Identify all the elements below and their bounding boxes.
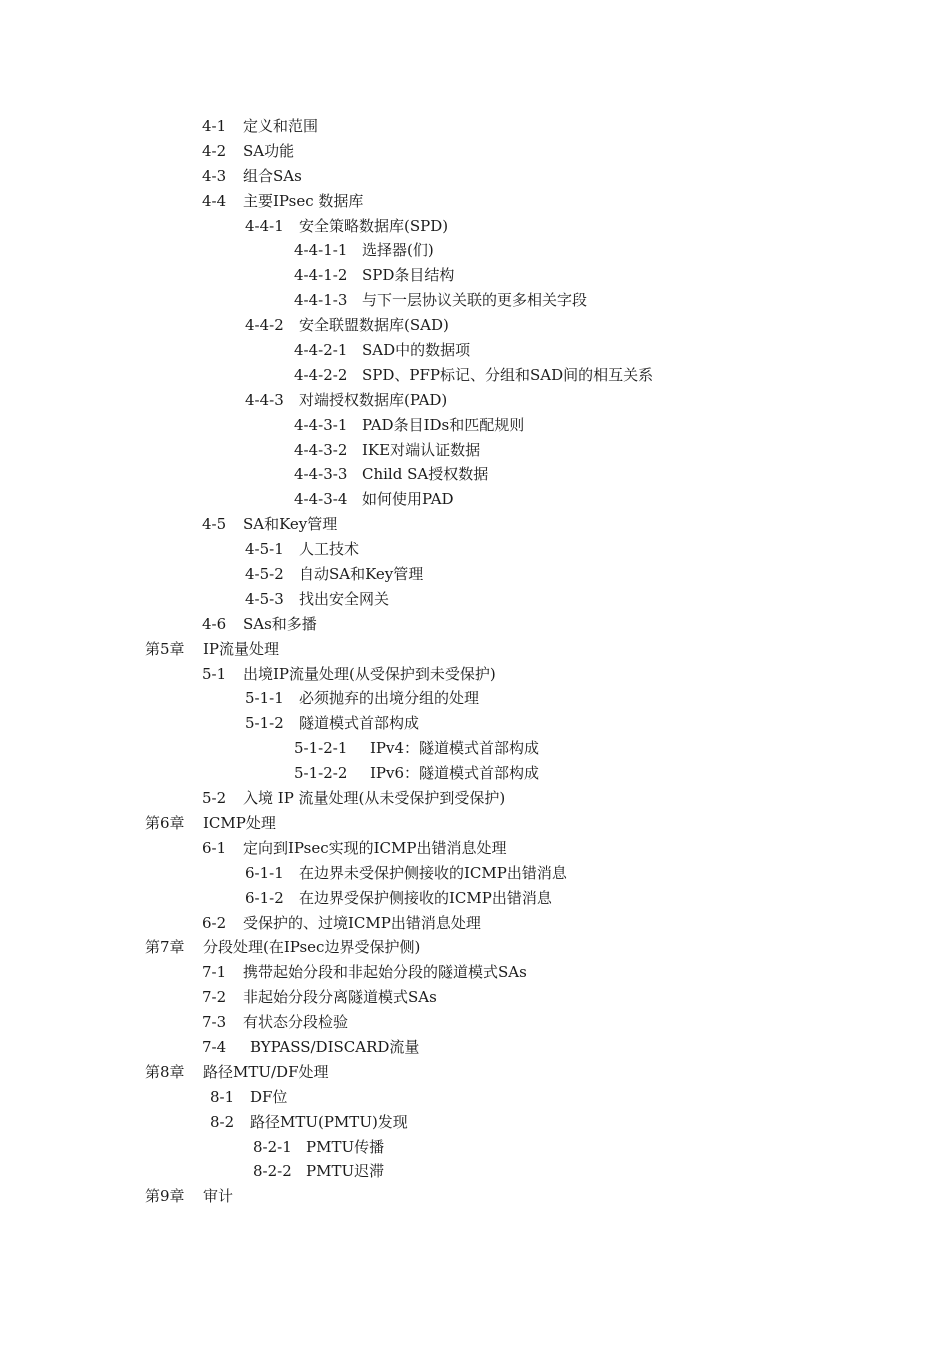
- toc-chapter-8: [0, 1060, 950, 1085]
- entry-title: 有状态分段检验: [243, 1013, 349, 1032]
- chapter-title: 分段处理(在IPsec边界受保护侧): [203, 938, 421, 957]
- toc-entry-8-2-1: [0, 1135, 950, 1160]
- toc-entry-6-1-1: [0, 861, 950, 886]
- toc-entry-6-1: [0, 836, 950, 861]
- entry-number: 4-4-2-1: [294, 341, 348, 360]
- entry-number: 8-1: [210, 1087, 235, 1106]
- entry-title: 人工技术: [299, 540, 360, 559]
- toc-entry-7-4: [0, 1035, 950, 1060]
- entry-number: 4-4-1: [245, 216, 284, 235]
- entry-number: 4-4-2-2: [294, 365, 348, 384]
- entry-number: 5-1-1: [245, 689, 284, 708]
- toc-entry-4-5: [0, 512, 950, 537]
- chapter-number: 第8章: [145, 1062, 185, 1081]
- entry-title: 非起始分段分离隧道模式SAs: [243, 988, 437, 1007]
- entry-number: 4-6: [202, 614, 227, 633]
- entry-number: 7-3: [202, 1013, 227, 1032]
- toc-entry-5-1-2-2: [0, 761, 950, 786]
- toc-entry-4-2: [0, 139, 950, 164]
- entry-number: 4-3: [202, 166, 227, 185]
- toc-entry-5-2: [0, 786, 950, 811]
- toc-entry-4-4-2-2: [0, 363, 950, 388]
- entry-title: 携带起始分段和非起始分段的隧道模式SAs: [243, 963, 527, 982]
- entry-title: SAs和多播: [243, 614, 317, 633]
- entry-number: 5-2: [202, 789, 227, 808]
- entry-title: 入境 IP 流量处理(从未受保护到受保护): [243, 789, 506, 808]
- toc-entry-4-4-1-3: [0, 288, 950, 313]
- entry-number: 8-2: [210, 1112, 235, 1131]
- entry-number: 6-1-2: [245, 888, 284, 907]
- entry-title: 在边界未受保护侧接收的ICMP出错消息: [299, 863, 567, 882]
- toc-entry-4-4-3-3: [0, 462, 950, 487]
- entry-title: 如何使用PAD: [362, 490, 454, 509]
- chapter-title: 路径MTU/DF处理: [203, 1062, 329, 1081]
- entry-title: 出境IP流量处理(从受保护到未受保护): [243, 664, 496, 683]
- toc-entry-4-4-3-1: [0, 413, 950, 438]
- chapter-number: 第5章: [145, 639, 185, 658]
- entry-number: 4-4-2: [245, 316, 284, 335]
- chapter-number: 第9章: [145, 1187, 185, 1206]
- toc-chapter-7: [0, 935, 950, 960]
- toc-entry-4-4-2-1: [0, 338, 950, 363]
- entry-title: 安全联盟数据库(SAD): [299, 316, 449, 335]
- toc-entry-4-4-2: [0, 313, 950, 338]
- entry-number: 4-4-3-3: [294, 465, 348, 484]
- entry-title: PAD条目IDs和匹配规则: [362, 415, 525, 434]
- entry-number: 5-1: [202, 664, 227, 683]
- chapter-number: 第7章: [145, 938, 185, 957]
- toc-entry-7-1: [0, 960, 950, 985]
- entry-number: 4-4-1-2: [294, 266, 348, 285]
- entry-title: SPD、PFP标记、分组和SAD间的相互关系: [362, 365, 654, 384]
- toc-chapter-6: [0, 811, 950, 836]
- entry-title: 主要IPsec 数据库: [243, 191, 364, 210]
- entry-number: 4-1: [202, 117, 227, 135]
- entry-title: BYPASS/DISCARD流量: [250, 1037, 420, 1056]
- toc-entry-6-1-2: [0, 886, 950, 911]
- table-of-contents: [0, 114, 950, 1209]
- entry-title: 定向到IPsec实现的ICMP出错消息处理: [243, 838, 507, 857]
- entry-title: 找出安全网关: [299, 589, 390, 608]
- entry-title: IPv4：隧道模式首部构成: [370, 739, 540, 758]
- toc-chapter-5: [0, 637, 950, 662]
- toc-entry-5-1-2: [0, 711, 950, 736]
- entry-title: IKE对端认证数据: [362, 440, 481, 459]
- toc-entry-4-5-3: [0, 587, 950, 612]
- entry-number: 5-1-2-2: [294, 764, 348, 783]
- toc-entry-4-4-1-1: [0, 238, 950, 263]
- entry-number: 7-2: [202, 988, 227, 1007]
- toc-entry-8-2: [0, 1110, 950, 1135]
- entry-title: 路径MTU(PMTU)发现: [250, 1112, 408, 1131]
- toc-entry-6-2: [0, 911, 950, 936]
- toc-entry-4-4-3-4: [0, 487, 950, 512]
- entry-title: 必须抛弃的出境分组的处理: [299, 689, 480, 708]
- entry-number: 5-1-2-1: [294, 739, 348, 758]
- entry-number: 4-4-3: [245, 390, 284, 409]
- chapter-number: 第6章: [145, 813, 185, 832]
- entry-title: 在边界受保护侧接收的ICMP出错消息: [299, 888, 552, 907]
- entry-number: 7-4: [202, 1037, 227, 1056]
- entry-number: 8-2-1: [253, 1137, 292, 1156]
- entry-number: 4-4-3-1: [294, 415, 348, 434]
- entry-title: IPv6：隧道模式首部构成: [370, 764, 540, 783]
- entry-title: DF位: [250, 1087, 288, 1106]
- entry-number: 4-5-3: [245, 589, 284, 608]
- toc-entry-4-4-3-2: [0, 438, 950, 463]
- entry-number: 4-4-3-4: [294, 490, 348, 509]
- entry-title: 隧道模式首部构成: [299, 714, 420, 733]
- toc-entry-4-4-3: [0, 388, 950, 413]
- entry-number: 4-5-2: [245, 565, 284, 584]
- toc-entry-4-1: [0, 114, 950, 139]
- entry-title: 与下一层协议关联的更多相关字段: [362, 291, 588, 310]
- chapter-title: IP流量处理: [203, 639, 280, 658]
- entry-title: 安全策略数据库(SPD): [299, 216, 449, 235]
- entry-title: SA功能: [243, 141, 295, 160]
- toc-entry-4-4-1: [0, 214, 950, 239]
- entry-title: 自动SA和Key管理: [299, 565, 424, 584]
- toc-entry-4-4-1-2: [0, 263, 950, 288]
- entry-number: 4-4-3-2: [294, 440, 348, 459]
- entry-title: 组合SAs: [243, 166, 302, 185]
- entry-number: 4-5: [202, 515, 227, 534]
- entry-title: PMTU迟滞: [306, 1162, 385, 1181]
- entry-number: 8-2-2: [253, 1162, 292, 1181]
- toc-entry-4-4: [0, 189, 950, 214]
- entry-title: SAD中的数据项: [362, 341, 471, 360]
- entry-number: 6-1: [202, 838, 227, 857]
- entry-number: 4-4: [202, 191, 227, 210]
- entry-number: 6-1-1: [245, 863, 284, 882]
- entry-number: 4-2: [202, 141, 227, 160]
- entry-number: 4-4-1-3: [294, 291, 348, 310]
- toc-entry-5-1-2-1: [0, 736, 950, 761]
- toc-entry-8-1: [0, 1085, 950, 1110]
- toc-entry-4-3: [0, 164, 950, 189]
- toc-entry-4-5-1: [0, 537, 950, 562]
- toc-entry-8-2-2: [0, 1159, 950, 1184]
- toc-entry-7-2: [0, 985, 950, 1010]
- entry-number: 4-4-1-1: [294, 241, 348, 260]
- toc-entry-5-1: [0, 662, 950, 687]
- entry-title: 选择器(们): [362, 241, 434, 260]
- toc-entry-7-3: [0, 1010, 950, 1035]
- entry-title: 定义和范围: [243, 117, 319, 135]
- toc-entry-4-6: [0, 612, 950, 637]
- entry-number: 6-2: [202, 913, 227, 932]
- entry-number: 7-1: [202, 963, 227, 982]
- entry-title: SPD条目结构: [362, 266, 455, 285]
- entry-title: PMTU传播: [306, 1137, 385, 1156]
- toc-entry-5-1-1: [0, 686, 950, 711]
- entry-number: 4-5-1: [245, 540, 284, 559]
- entry-title: SA和Key管理: [243, 515, 338, 534]
- entry-title: 受保护的、过境ICMP出错消息处理: [243, 913, 481, 932]
- toc-entry-4-5-2: [0, 562, 950, 587]
- chapter-title: ICMP处理: [203, 813, 276, 832]
- entry-number: 5-1-2: [245, 714, 284, 733]
- chapter-title: 审计: [203, 1187, 234, 1206]
- toc-chapter-9: [0, 1184, 950, 1209]
- entry-title: 对端授权数据库(PAD): [299, 390, 448, 409]
- entry-title: Child SA授权数据: [362, 465, 489, 484]
